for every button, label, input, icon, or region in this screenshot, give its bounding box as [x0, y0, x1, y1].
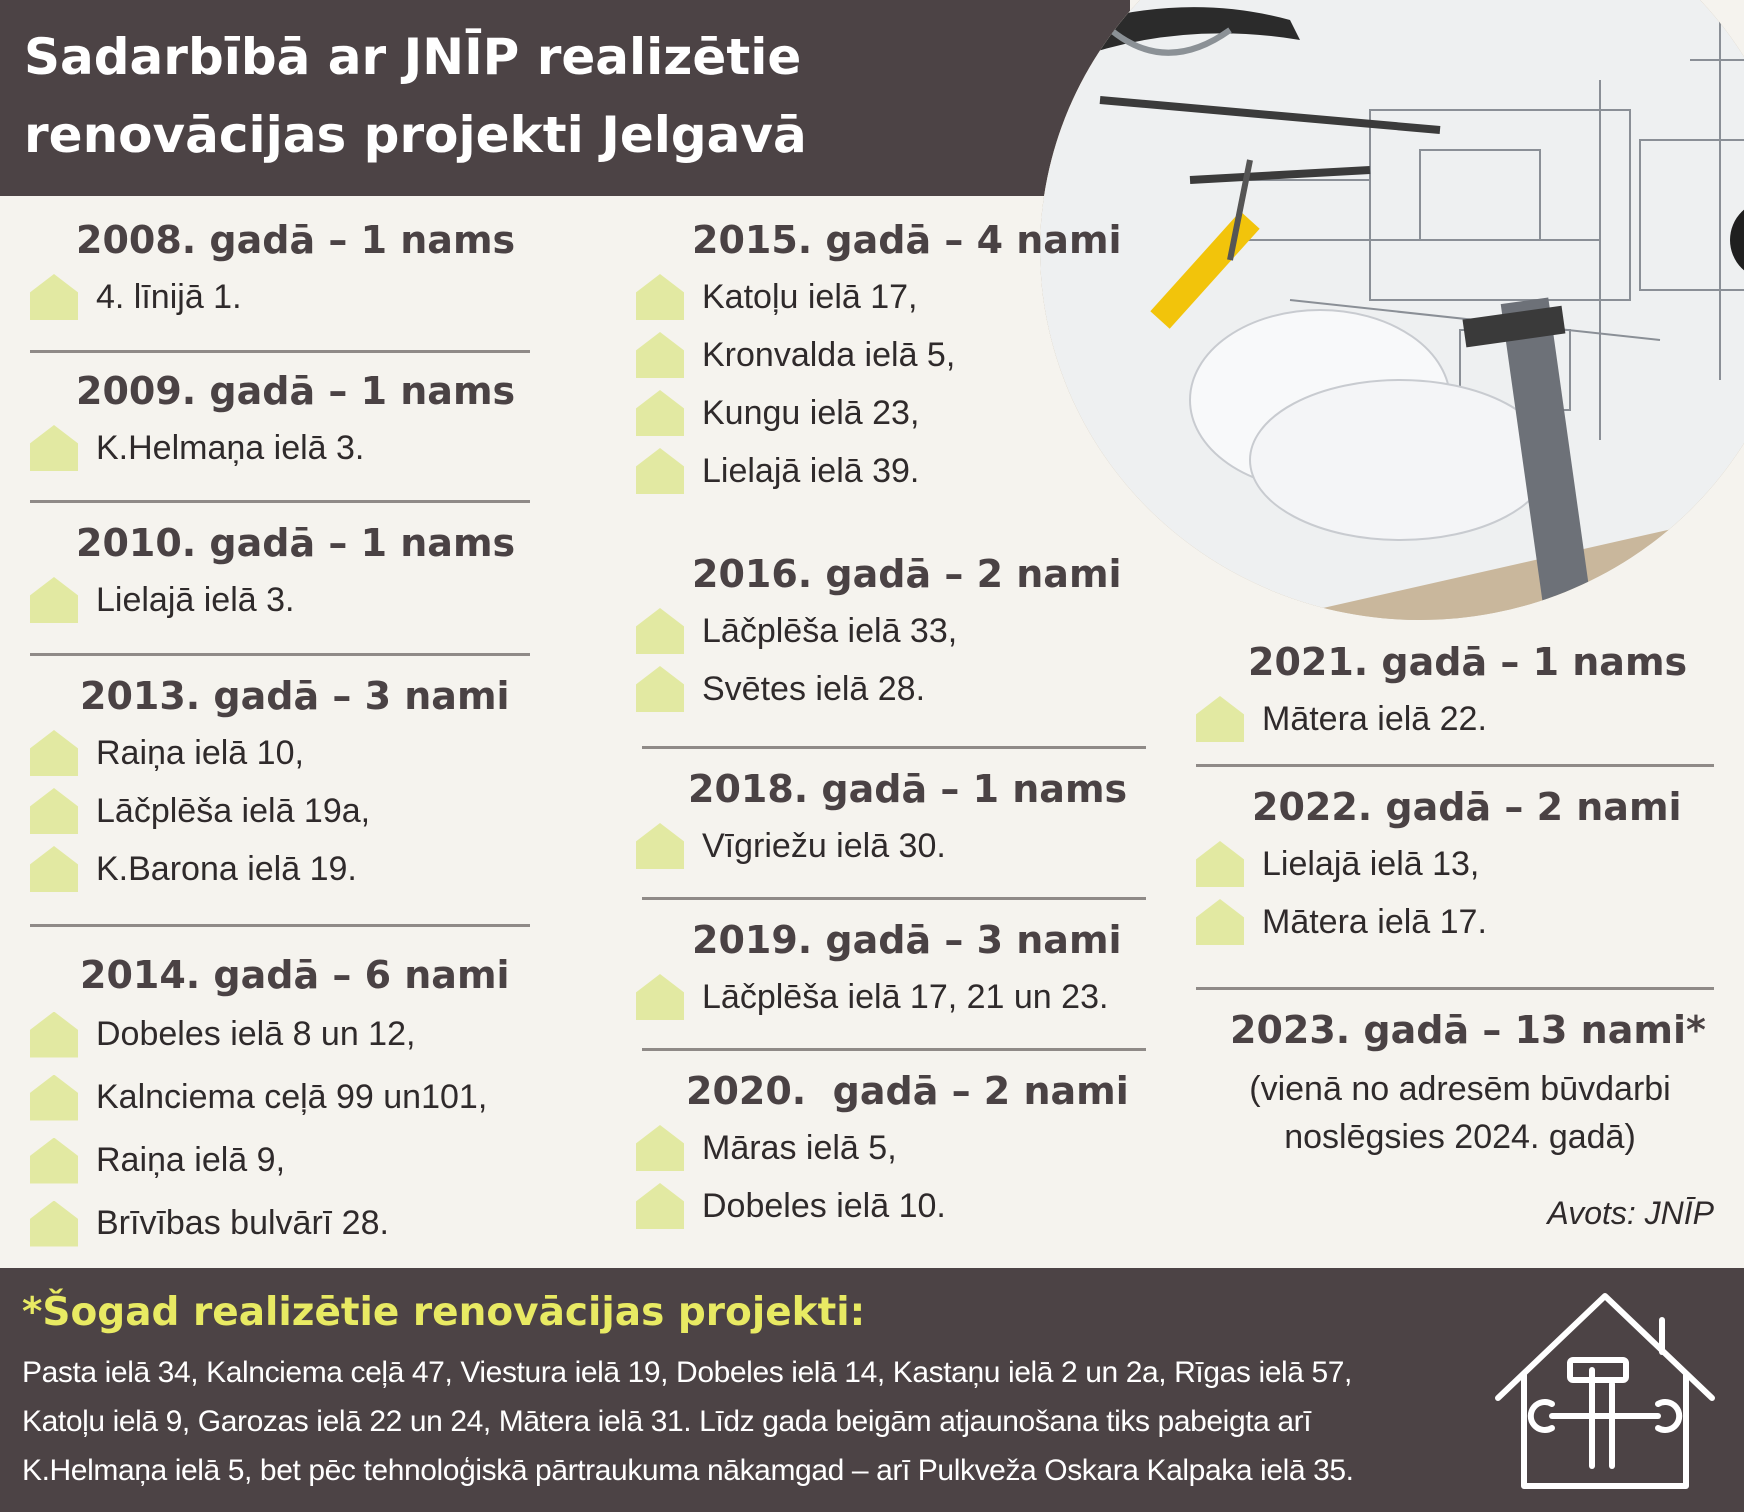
address-text: Kalnciema ceļā 99 un101, [96, 1078, 488, 1116]
address-item [636, 268, 1146, 326]
house-tools-icon [1490, 1286, 1720, 1500]
house-icon [30, 846, 78, 892]
address-item [636, 602, 1146, 660]
address-text: Dobeles ielā 8 un 12, [96, 1015, 416, 1053]
year-heading: 2009. gadā – 1 nams [76, 369, 516, 413]
address-item [30, 1192, 530, 1255]
house-icon [636, 974, 684, 1020]
house-icon [30, 1138, 78, 1184]
year-heading: 2010. gadā – 1 nams [76, 521, 516, 565]
house-icon [30, 425, 78, 471]
year-section-2010 [30, 503, 530, 653]
address-item [30, 782, 530, 840]
house-icon [636, 666, 684, 712]
address-item [30, 724, 530, 782]
house-icon [30, 1075, 78, 1121]
house-icon [1196, 696, 1244, 742]
year-section-2020 [636, 1051, 1146, 1235]
year-heading: 2014. gadā – 6 nami [80, 953, 510, 997]
address-text: Lielajā ielā 39. [702, 451, 920, 490]
house-icon [1196, 899, 1244, 945]
footer-bar [0, 1268, 1744, 1512]
address-text: Māras ielā 5, [702, 1128, 897, 1167]
address-text: Brīvības bulvārī 28. [96, 1204, 389, 1242]
address-item [30, 268, 530, 326]
column-3 [1196, 634, 1714, 1058]
address-item [636, 817, 1146, 875]
address-text: Svētes ielā 28. [702, 669, 926, 708]
house-icon [636, 390, 684, 436]
address-text: K.Helmaņa ielā 3. [96, 428, 365, 467]
house-icon [636, 1125, 684, 1171]
column-2 [636, 212, 1146, 1235]
footer-line: K.Helmaņa ielā 5, bet pēc tehnoloģiskā pārtraukuma nākamgad – arī Pulkveža Oskara Kalpaka ielā 35. [22, 1454, 1354, 1487]
note-2023 [1190, 1065, 1730, 1161]
house-icon [636, 332, 684, 378]
address-item [30, 419, 530, 477]
year-section-2013 [30, 656, 530, 924]
year-section-2019 [636, 900, 1146, 1048]
year-heading: 2022. gadā – 2 nami [1252, 785, 1682, 829]
year-heading: 2023. gadā – 13 nami* [1230, 1008, 1706, 1052]
title-line-1: Sadarbībā ar JNĪP realizētie [24, 28, 802, 86]
address-text: Dobeles ielā 10. [702, 1186, 946, 1225]
address-text: Lielajā ielā 13, [1262, 844, 1480, 883]
year-section-2008 [30, 212, 530, 350]
house-icon [30, 1012, 78, 1058]
house-icon [1196, 841, 1244, 887]
year-heading: 2020. gadā – 2 nami [686, 1069, 1129, 1113]
address-item [30, 1066, 530, 1129]
address-item [30, 571, 530, 629]
year-section-2015 [636, 212, 1146, 546]
address-item [1196, 835, 1714, 893]
address-item [636, 660, 1146, 718]
column-1 [30, 212, 530, 1255]
house-icon [30, 788, 78, 834]
address-text: Kungu ielā 23, [702, 393, 920, 432]
house-icon [30, 730, 78, 776]
address-item [30, 840, 530, 898]
address-text: Raiņa ielā 10, [96, 733, 304, 772]
title-line-2: renovācijas projekti Jelgavā [24, 106, 807, 164]
year-heading: 2008. gadā – 1 nams [76, 218, 516, 262]
year-heading: 2015. gadā – 4 nami [692, 218, 1122, 262]
house-icon [30, 1201, 78, 1247]
address-item [636, 1177, 1146, 1235]
address-item [1196, 893, 1714, 951]
address-text: Lāčplēša ielā 33, [702, 611, 958, 650]
address-item [636, 1119, 1146, 1177]
address-text: Lielajā ielā 3. [96, 580, 295, 619]
address-text: Katoļu ielā 17, [702, 277, 918, 316]
address-item [30, 1129, 530, 1192]
house-icon [636, 823, 684, 869]
year-heading: 2021. gadā – 1 nams [1248, 640, 1688, 684]
address-item [636, 968, 1146, 1026]
address-text: Mātera ielā 22. [1262, 699, 1487, 738]
year-heading: 2018. gadā – 1 nams [688, 767, 1128, 811]
year-section-2018 [636, 749, 1146, 897]
year-section-2016 [636, 546, 1146, 746]
year-section-2009 [30, 353, 530, 500]
house-icon [30, 274, 78, 320]
address-item [636, 442, 1146, 500]
address-text: K.Barona ielā 19. [96, 849, 357, 888]
year-section-2014 [30, 927, 530, 1255]
address-item [1196, 690, 1714, 748]
footer-line: Pasta ielā 34, Kalnciema ceļā 47, Viestura ielā 19, Dobeles ielā 14, Kastaņu ielā 2 un 2a, Rīgas ielā 57, [22, 1356, 1352, 1389]
year-section-2021 [1196, 634, 1714, 764]
footer-title: *Šogad realizētie renovācijas projekti: [22, 1290, 866, 1335]
note-line: (vienā no adresēm būvdarbi [1249, 1070, 1671, 1108]
address-text: Lāčplēša ielā 19a, [96, 791, 371, 830]
address-text: 4. līnijā 1. [96, 277, 242, 316]
address-item [636, 326, 1146, 384]
note-line: noslēgsies 2024. gadā) [1284, 1118, 1636, 1156]
year-section-2023 [1196, 990, 1714, 1058]
house-icon [636, 448, 684, 494]
footer-line: Katoļu ielā 9, Garozas ielā 22 un 24, Mātera ielā 31. Līdz gada beigām atjaunošana tiks pabeigta arī [22, 1405, 1312, 1438]
house-icon [636, 274, 684, 320]
address-text: Lāčplēša ielā 17, 21 un 23. [702, 977, 1109, 1016]
year-heading: 2019. gadā – 3 nami [692, 918, 1122, 962]
address-item [636, 384, 1146, 442]
page-title [24, 18, 1024, 174]
address-text: Kronvalda ielā 5, [702, 335, 956, 374]
source-credit: Avots: JNĪP [1547, 1195, 1714, 1231]
address-text: Raiņa ielā 9, [96, 1141, 286, 1179]
address-text: Mātera ielā 17. [1262, 902, 1487, 941]
house-icon [636, 608, 684, 654]
house-icon [30, 577, 78, 623]
header-bar [0, 0, 1130, 196]
footer-text [22, 1348, 1492, 1495]
house-icon [636, 1183, 684, 1229]
year-heading: 2013. gadā – 3 nami [80, 674, 510, 718]
address-text: Vīgriežu ielā 30. [702, 826, 946, 865]
year-heading: 2016. gadā – 2 nami [692, 552, 1122, 596]
year-section-2022 [1196, 767, 1714, 987]
address-item [30, 1003, 530, 1066]
